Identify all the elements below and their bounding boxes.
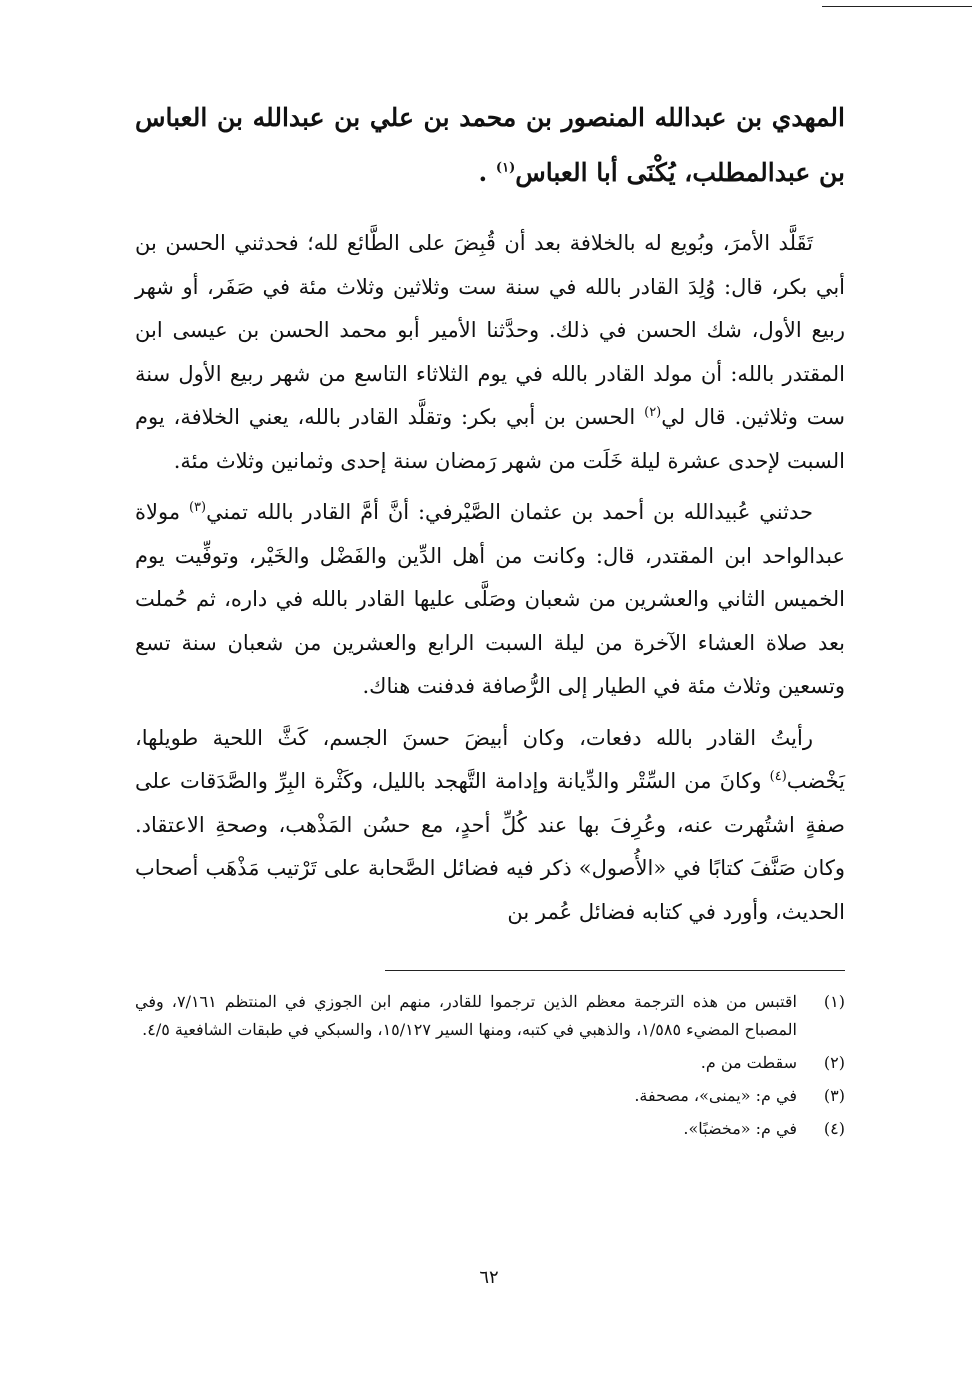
top-rule <box>822 6 972 7</box>
footnote-ref: (٢) <box>644 405 662 420</box>
footnote-ref: (١) <box>495 160 516 176</box>
paragraph <box>135 491 845 709</box>
footnote <box>135 988 845 1044</box>
footnote <box>135 1049 845 1077</box>
footnote-ref: (٤) <box>769 769 787 784</box>
footnote-separator <box>385 970 845 971</box>
footnotes <box>135 988 845 1148</box>
paragraph-text: الحسن بن أبي بكر: وتقلَّد القادر بالله، يعني الخلافة، يوم السبت لإحدى عشرة ليلة خَلَت من شهر رَمضان سنة إحدى وثمانين وثلاث مئة. <box>135 405 845 473</box>
footnote-text: في م: «يمنى»، مصحفة. <box>634 1086 797 1105</box>
footnote-text: سقطت من م. <box>700 1053 797 1072</box>
footnote-number: (٢) <box>823 1053 845 1072</box>
footnote-text: اقتبس من هذه الترجمة معظم الذين ترجموا للقادر، منهم ابن الجوزي في المنتظم ٧/١٦١، وفي المصباح المضيء ١/٥٨٥، والذهبي في كتبه، ومنها السير ١٥/١٢٧، والسبكي في طبقات الشافعية ٤/٥. <box>135 992 798 1039</box>
paragraph-text: تَقَلَّد الأمرَ، وبُويع له بالخلافة بعد أن قُبِضَ على الطَّائع لله؛ فحدثني الحسن بن أبي بكر، قال: وُلِدَ القادر بالله في سنة ست وثلاثين وثلاث مئة في صَفَر، أو شهر ربيع الأول، شك الحسن في ذلك. وحدَّثنا الأمير أبو محمد الحسن بن عيسى ابن المقتدر بالله: أن مولد القادر بالله في يوم الثلاثاء التاسع من شهر ربيع الأول سنة ست وثلاثين. قال لي <box>135 231 846 429</box>
page-number: ٦٢ <box>479 1267 499 1288</box>
heading-tail: . <box>478 158 488 187</box>
footnote-text: في م: «مخضبًا». <box>683 1119 797 1138</box>
footnote-number: (٤) <box>823 1119 845 1138</box>
paragraph-text: مولاة عبدالواحد ابن المقتدر، قال: وكانت من أهل الدِّين والفَضْل والخَيْر، وتوفِّيت يوم الخميس الثاني والعشرين من شعبان وصَلَّى عليها القادر بالله في داره، ثم حُملت بعد صلاة العشاء الآخرة من ليلة السبت الرابع والعشرين من شعبان سنة تسع وتسعين وثلاث مئة في الطيار إلى الرُّصافة فدفنت هناك. <box>135 500 845 698</box>
footnote <box>135 1115 845 1143</box>
paragraph-text: حدثني عُبيدالله بن أحمد بن عثمان الصَّيْرفي: أنَّ أمَّ القادر بالله تمني <box>206 500 813 524</box>
entry-heading <box>135 90 845 200</box>
paragraph-text: رأيتُ القادر بالله دفعات، وكان أبيضَ حسنَ الجسم، كَثَّ اللحية طويلها، يَخْضب <box>135 725 845 793</box>
paragraph <box>135 717 845 935</box>
footnote <box>135 1082 845 1110</box>
footnote-number: (٣) <box>823 1086 845 1105</box>
paragraph <box>135 222 845 483</box>
paragraph-text: وكانَ من السِّتْر والدِّيانة وإدامة التَّهجد بالليل، وكَثْرة البِرِّ والصَّدَقات على صفةٍ اشتُهرت عنه، وعُرِفَ بها عند كُلِّ أحدٍ، مع حسُن المَذْهب، وصحةِ الاعتقاد. وكان صَنَّفَ كتابًا في «الأُصول» ذكر فيه فضائل الصَّحابة على تَرْتيب مَذْهَب أصحاب الحديث، وأورد في كتابه فضائل عُمر بن <box>135 769 845 924</box>
heading-text: المهدي بن عبدالله المنصور بن محمد بن علي بن عبدالله بن العباس بن عبدالمطلب، يُكْنَى أبا العباس <box>135 103 845 187</box>
footnote-ref: (٣) <box>188 500 207 515</box>
page-body <box>135 90 845 942</box>
footnote-number: (١) <box>823 992 845 1011</box>
